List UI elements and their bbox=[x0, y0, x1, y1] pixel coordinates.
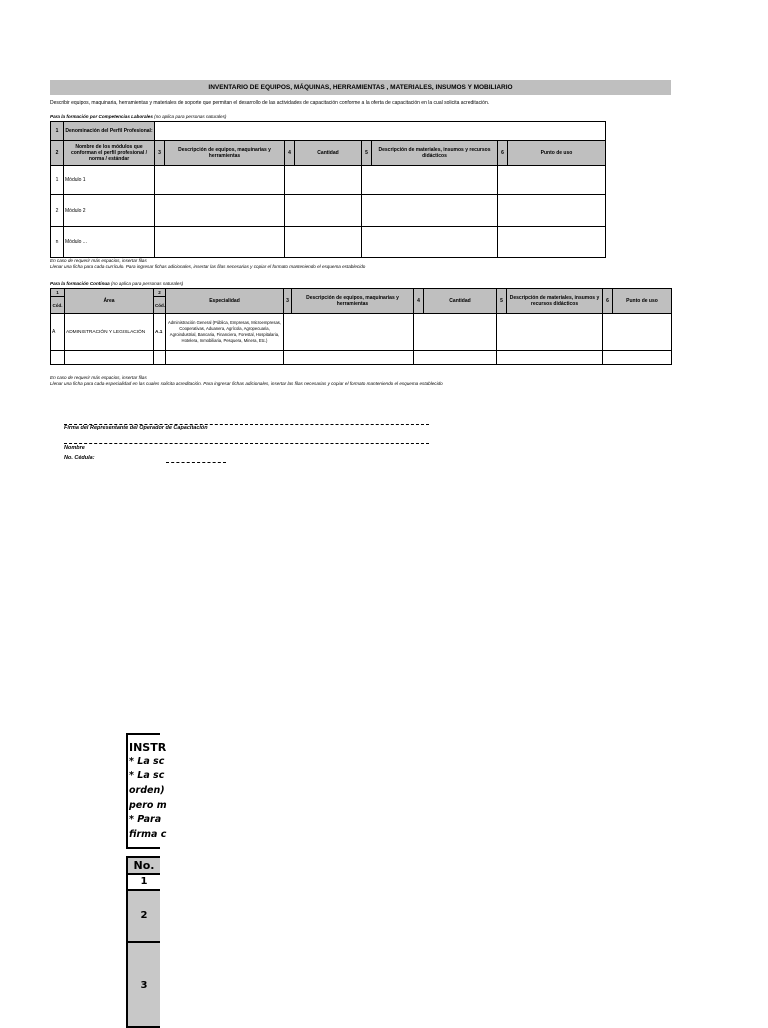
header-punto-uso: Punto de uso bbox=[508, 141, 606, 166]
empty-cell[interactable] bbox=[284, 351, 414, 365]
cantidad-cell[interactable] bbox=[285, 227, 362, 258]
header-materiales: Descripción de materiales, insumos y recursos didácticos bbox=[507, 289, 603, 314]
table-row bbox=[51, 351, 672, 365]
section1-note: En caso de requerir más espacios, insertar filas bbox=[50, 258, 147, 263]
table-row bbox=[51, 314, 672, 351]
punto-uso-cell[interactable] bbox=[603, 314, 672, 351]
header-num-6: 6 bbox=[603, 289, 613, 314]
section2-label bbox=[50, 281, 183, 286]
profile-num: 1 bbox=[51, 122, 64, 141]
section1-label-bold: Para la formación por Competencias Laborales bbox=[50, 114, 153, 119]
header-num-5: 5 bbox=[497, 289, 507, 314]
materiales-cell[interactable] bbox=[497, 314, 603, 351]
section2-note: En caso de requerir más espacios, insertar filas bbox=[50, 375, 147, 380]
instruction-line: * La sc bbox=[129, 770, 165, 781]
instruction-line: orden) bbox=[129, 785, 165, 796]
col2-cod: Cód. bbox=[154, 297, 166, 314]
header-especialidad: Especialidad bbox=[166, 289, 284, 314]
header-num-2: 2 bbox=[51, 141, 64, 166]
equipos-cell[interactable] bbox=[155, 227, 285, 258]
cantidad-cell[interactable] bbox=[285, 195, 362, 227]
cod-especialidad: A.1 bbox=[154, 314, 166, 351]
section1-label-note: (no aplica para personas naturales) bbox=[152, 114, 227, 119]
header-modulos: Nombre de los módulos que conforman el perfil profesional / norma / estándar bbox=[64, 141, 155, 166]
materiales-cell[interactable] bbox=[362, 166, 498, 195]
materiales-cell[interactable] bbox=[362, 195, 498, 227]
header-cantidad: Cantidad bbox=[424, 289, 497, 314]
table-row bbox=[51, 195, 606, 227]
header-num-5: 5 bbox=[362, 141, 372, 166]
row-modulo: Módulo 1 bbox=[64, 166, 155, 195]
header-cantidad: Cantidad bbox=[295, 141, 362, 166]
profile-value-cell[interactable] bbox=[155, 122, 606, 141]
row-modulo: Módulo ... bbox=[64, 227, 155, 258]
row-num: 1 bbox=[51, 166, 64, 195]
signature-label: Firma del Representante del Operador de Capacitación bbox=[64, 425, 208, 431]
name-line bbox=[64, 443, 429, 444]
header-num-3: 3 bbox=[284, 289, 292, 314]
continua-table bbox=[50, 288, 672, 365]
cod-area: A bbox=[51, 314, 65, 351]
header-materiales: Descripción de materiales, insumos y recursos didácticos bbox=[372, 141, 498, 166]
section1-notes bbox=[50, 258, 690, 270]
especialidad-name: Administración General (Pública, Empresas, Microempresas, Cooperativas, Aduanera, Agrícola, Agropecuaria, Agroindustrial, Bancaria, Financiera, Forestal, Hospitalaria, Hotelera, Inmobiliaria, Pesquera, Minera, Etc.) bbox=[166, 314, 284, 351]
header-punto-uso: Punto de uso bbox=[613, 289, 672, 314]
empty-cell[interactable] bbox=[65, 351, 154, 365]
table-row bbox=[51, 227, 606, 258]
cantidad-cell[interactable] bbox=[414, 314, 497, 351]
competencias-table bbox=[50, 121, 606, 258]
header-num-4: 4 bbox=[414, 289, 424, 314]
cedula-label: No. Cédula: bbox=[64, 455, 95, 461]
name-label: Nombre bbox=[64, 445, 85, 451]
header-num-4: 4 bbox=[285, 141, 295, 166]
instructions-panel bbox=[126, 733, 167, 849]
no-row: 1 bbox=[128, 875, 160, 891]
cantidad-cell[interactable] bbox=[285, 166, 362, 195]
no-row: 3 bbox=[140, 980, 148, 991]
equipos-cell[interactable] bbox=[155, 195, 285, 227]
equipos-cell[interactable] bbox=[155, 166, 285, 195]
punto-uso-cell[interactable] bbox=[498, 195, 606, 227]
instruction-line: pero m bbox=[129, 800, 167, 811]
instruction-line: * Para bbox=[129, 814, 162, 825]
section2-label-bold: Para la formación Continua bbox=[50, 281, 110, 286]
empty-cell[interactable] bbox=[166, 351, 284, 365]
no-header: No. bbox=[128, 858, 160, 875]
row-num: n bbox=[51, 227, 64, 258]
empty-cell[interactable] bbox=[603, 351, 672, 365]
no-table bbox=[126, 856, 160, 1028]
header-area: Área bbox=[65, 289, 154, 314]
section2-notes bbox=[50, 375, 730, 387]
instruction-line: * La sc bbox=[129, 756, 165, 767]
instructions-title: INSTR bbox=[129, 741, 167, 754]
col2-num: 2 bbox=[154, 289, 166, 297]
section1-label bbox=[50, 114, 226, 119]
description: Describir equipos, maquinaria, herramientas y materiales de soporte que permitan el desarrollo de las actividades de capacitación conforme a la oferta de capacitación en la cual solicita acreditación. bbox=[50, 100, 490, 106]
empty-cell[interactable] bbox=[414, 351, 497, 365]
section2-note: Llenar una ficha para cada especialidad en las cuales solicita acreditación. Para ingresar fichas adicionales, insertar las filas necesarias y copiar el formato manteniendo el esquema establecido bbox=[50, 381, 443, 386]
empty-cell[interactable] bbox=[51, 351, 65, 365]
profile-label: Denominación del Perfil Profesional: bbox=[64, 122, 155, 141]
page-title: INVENTARIO DE EQUIPOS, MÁQUINAS, HERRAMIENTAS , MATERIALES, INSUMOS Y MOBILIARIO bbox=[50, 80, 671, 95]
header-num-3: 3 bbox=[155, 141, 165, 166]
materiales-cell[interactable] bbox=[362, 227, 498, 258]
equipos-cell[interactable] bbox=[284, 314, 414, 351]
cedula-line bbox=[166, 462, 226, 463]
row-modulo: Módulo 2 bbox=[64, 195, 155, 227]
col1-cod: Cód. bbox=[51, 297, 65, 314]
header-num-6: 6 bbox=[498, 141, 508, 166]
section1-note: Llenar una ficha para cada currículo. Para ingresar fichas adicionales, insertar las filas necesarias y copiar el formato manteniendo el esquema establecido bbox=[50, 264, 366, 269]
no-row: 2 bbox=[128, 891, 160, 943]
punto-uso-cell[interactable] bbox=[498, 227, 606, 258]
empty-cell[interactable] bbox=[497, 351, 603, 365]
instruction-line: firma c bbox=[129, 829, 167, 840]
col1-num: 1 bbox=[51, 289, 65, 297]
header-equipos: Descripción de equipos, maquinarias y herramientas bbox=[165, 141, 285, 166]
area-name: ADMINISTRACIÓN Y LEGISLACIÓN bbox=[65, 314, 154, 351]
empty-cell[interactable] bbox=[154, 351, 166, 365]
row-num: 2 bbox=[51, 195, 64, 227]
punto-uso-cell[interactable] bbox=[498, 166, 606, 195]
section2-label-note: (no aplica para personas naturales) bbox=[109, 281, 184, 286]
header-equipos: Descripción de equipos, maquinarias y herramientas bbox=[292, 289, 414, 314]
table-row bbox=[51, 166, 606, 195]
